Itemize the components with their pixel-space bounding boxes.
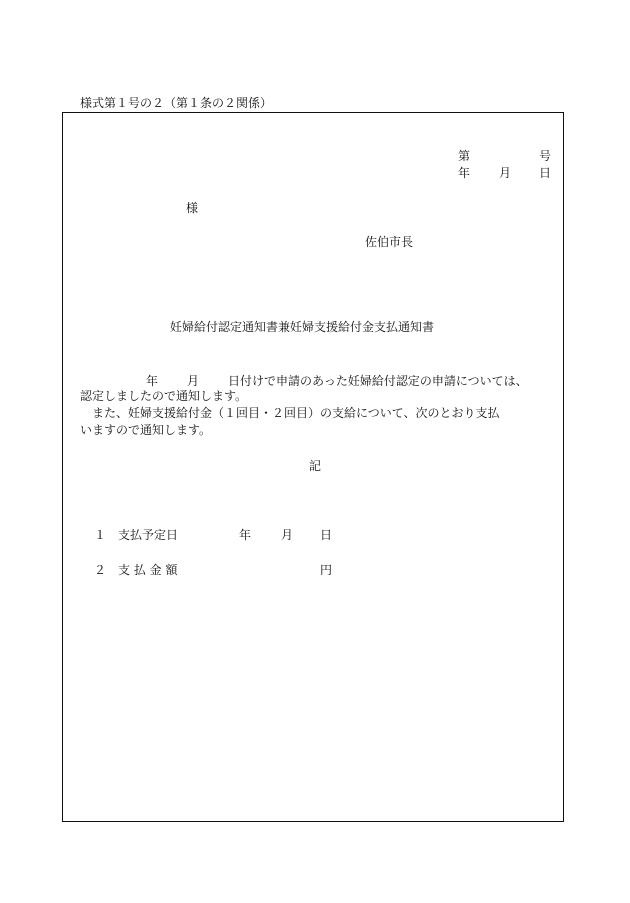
recipient-honorific: 様: [186, 201, 199, 215]
body-line1-rest: 日付けで申請のあった妊婦給付認定の申請については、: [228, 374, 528, 388]
ki-label: 記: [309, 459, 322, 473]
item2-unit: 円: [320, 563, 333, 577]
body-line2: 認定しましたので通知します。: [80, 389, 248, 403]
date-month: 月: [499, 166, 512, 180]
number-suffix: 号: [539, 149, 552, 163]
item2-label: 支 払 金 額: [118, 563, 178, 577]
body-line3: また、妊婦支援給付金（１回目・２回目）の支給について、次のとおり支払: [80, 406, 500, 420]
item1-day: 日: [320, 528, 333, 542]
item1-number: １: [94, 528, 107, 542]
item1-label: 支払予定日: [118, 528, 179, 542]
date-day: 日: [539, 166, 552, 180]
form-label: 様式第１号の２（第１条の２関係）: [80, 96, 273, 110]
body-year: 年: [146, 374, 159, 388]
date-year: 年: [458, 166, 471, 180]
item1-month: 月: [281, 528, 294, 542]
body-line4: いますので通知します。: [80, 423, 212, 437]
item2-number: ２: [94, 563, 107, 577]
document-title: 妊婦給付認定通知書兼妊婦支援給付金支払通知書: [170, 320, 435, 334]
number-prefix: 第: [458, 149, 471, 163]
item1-year: 年: [239, 528, 252, 542]
sender-name: 佐伯市長: [365, 235, 414, 249]
body-month: 月: [187, 374, 200, 388]
